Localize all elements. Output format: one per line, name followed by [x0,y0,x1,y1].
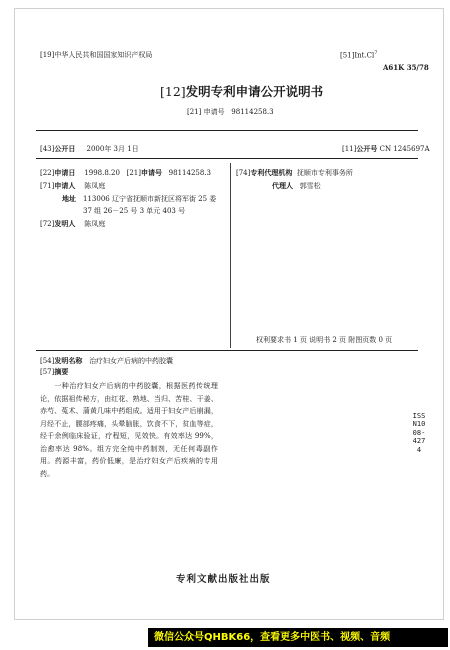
biblio-rule [36,350,418,351]
appno-code: [21] [126,169,141,177]
office-code: [19] [40,51,55,59]
abstract-heading [40,367,68,377]
promo-banner-text: 微信公众号QHBK66，查看更多中医书、视频、音频 [154,632,391,643]
page-counts: 权利要求书 1 页 说明书 2 页 附图页数 0 页 [256,336,393,344]
intcl-sup: 7 [374,50,378,56]
address-line-2: 37 组 26－25 号 3 单元 403 号 [83,207,186,215]
agency-line [236,168,353,178]
intcl-value: A61K 35/78 [383,63,429,72]
invention-name-line [40,356,173,366]
pub-no-line [342,144,430,154]
appno-label: 申请号 [140,168,162,177]
filing-date: 1998.8.20 [84,169,120,177]
agency: 抚顺市专利事务所 [296,169,353,177]
name-label: 发明名称 [54,356,83,365]
issn-vertical: ISSN1008-4274 [412,412,426,454]
appno: 98114258.3 [168,169,211,177]
pub-date-label: 公开日 [54,144,76,153]
inventor: 陈凤庭 [84,220,106,228]
column-divider [230,163,231,348]
inventor-line [40,219,105,229]
intcl-line [340,50,377,59]
header-rule [36,130,418,131]
applicant-line [40,181,105,191]
pub-rule [36,158,418,159]
applicant-code: [71] [40,182,55,190]
promo-banner [148,628,448,647]
filing-label: 申请日 [54,168,76,177]
pub-no-label: 公开号 [356,144,378,153]
address-label: 地址 [62,194,76,203]
filing-line [40,168,211,178]
filing-code: [22] [40,169,55,177]
applicant-label: 申请人 [54,181,76,190]
application-number-line [187,107,274,117]
doc-title: 发明专利申请公开说明书 [185,84,324,99]
pub-date-line [40,144,139,154]
abstract-body: 一种治疗妇女产后病的中药胶囊，根据医药传统理论，依据祖传秘方，由红花、熟地、当归、苦桂、干姜、赤芍、菟术、蒲黄几味中药组成。适用于妇女产后崩漏，月经不止，腰部疼痛，头晕脑胀，饮食不下，贫血等症，经千余例临床验证，疗程短，见效快。有效率达 99%，治愈率达 98%。组方完全纯中药制剂，无任何毒副作用。药源丰富，药价低廉，是治疗妇女产后疾病的专用药。 [40,382,218,478]
office-line [40,50,152,60]
app-number: 98114258.3 [231,108,274,116]
name-code: [54] [40,357,55,365]
agent-label: 代理人 [272,181,293,190]
pub-no-code: [11] [342,145,357,153]
abstract-code: [57] [40,368,55,376]
office-name: 中华人民共和国国家知识产权局 [54,51,153,59]
invention-name: 治疗妇女产后病的中药胶囊 [89,357,174,365]
agent: 郭雪松 [299,182,321,190]
app-label: 申请号 [203,108,225,116]
inventor-code: [72] [40,220,55,228]
publisher: 专利文献出版社出版 [176,574,271,585]
app-code: [21] [187,108,202,116]
abstract-text [40,380,218,480]
pub-date: 2000年 3月 1日 [86,145,139,153]
abstract-label: 摘要 [54,367,69,376]
applicant: 陈凤庭 [84,182,106,190]
intcl-code: [51] [340,51,355,60]
agency-code: [74] [236,169,251,177]
address-line-1: 113006 辽宁省抚顺市新抚区将军街 25 委 [83,195,217,203]
doc-code: [12] [160,84,186,99]
agent-line [272,181,321,191]
doc-title-line [160,82,323,100]
inventor-label: 发明人 [54,219,76,228]
intcl-label: Int.Cl [354,51,375,60]
pub-date-code: [43] [40,145,55,153]
pub-no: CN 1245697A [379,145,430,153]
agency-label: 专利代理机构 [250,168,293,177]
